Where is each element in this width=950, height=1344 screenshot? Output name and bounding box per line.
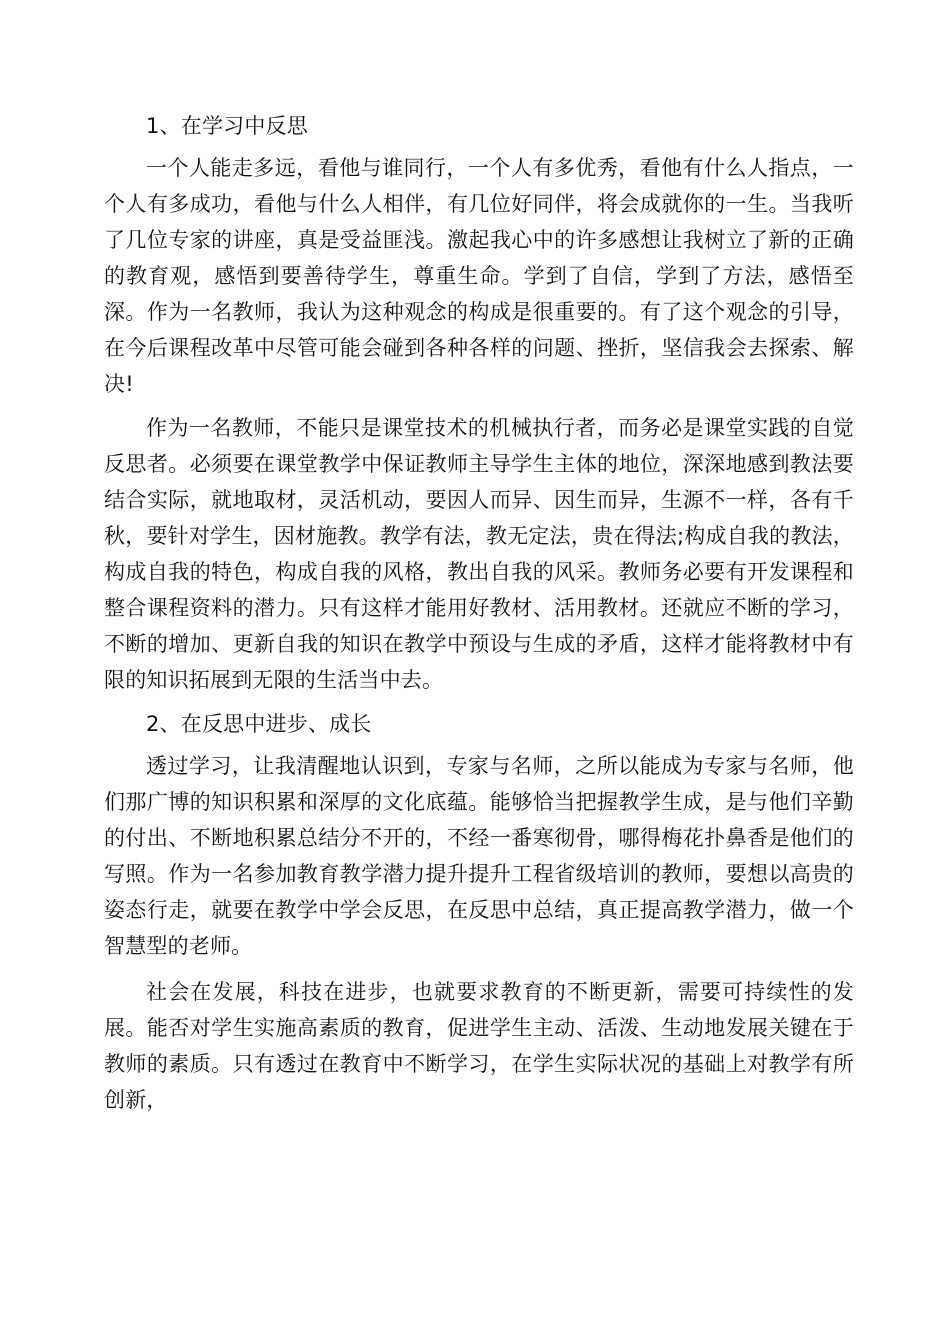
section-heading-1: 1、在学习中反思 (146, 114, 308, 138)
document-body (104, 108, 854, 1118)
paragraph-4: 社会在发展，科技在进步，也就要求教育的不断更新，需要可持续性的发展。能否对学生实施高素质的教育，促进学生主动、活泼、生动地发展关键在于教师的素质。只有透过在教育中不断学习，在学生实际状况的基础上对教学有所创新， (104, 980, 854, 1112)
paragraph-2: 作为一名教师，不能只是课堂技术的机械执行者，而务必是课堂实践的自觉反思者。必须要在课堂教学中保证教师主导学生主体的地位，深深地感到教法要结合实际，就地取材，灵活机动，要因人而异、因生而异，生源不一样，各有千秋，要针对学生，因材施教。教学有法，教无定法，贵在得法;构成自我的教法，构成自我的特色，构成自我的风格，教出自我的风采。教师务必要有开发课程和整合课程资料的潜力。只有这样才能用好教材、活用教材。还就应不断的学习，不断的增加、更新自我的知识在教学中预设与生成的矛盾，这样才能将教材中有限的知识拓展到无限的生活当中去。 (104, 416, 854, 692)
section-heading-2: 2、在反思中进步、成长 (146, 712, 372, 736)
paragraph-1: 一个人能走多远，看他与谁同行，一个人有多优秀，看他有什么人指点，一个人有多成功，看他与什么人相伴，有几位好同伴，将会成就你的一生。当我听了几位专家的讲座，真是受益匪浅。激起我心中的许多感想让我树立了新的正确的教育观，感悟到要善待学生，尊重生命。学到了自信，学到了方法，感悟至深。作为一名教师，我认为这种观念的构成是很重要的。有了这个观念的引导，在今后课程改革中尽管可能会碰到各种各样的问题、挫折，坚信我会去探索、解决! (104, 156, 854, 396)
paragraph-3: 透过学习，让我清醒地认识到，专家与名师，之所以能成为专家与名师，他们那广博的知识积累和深厚的文化底蕴。能够恰当把握教学生成，是与他们辛勤的付出、不断地积累总结分不开的，不经一番寒彻骨，哪得梅花扑鼻香是他们的写照。作为一名参加教育教学潜力提升提升工程省级培训的教师，要想以高贵的姿态行走，就要在教学中学会反思，在反思中总结，真正提高教学潜力，做一个智慧型的老师。 (104, 754, 854, 958)
